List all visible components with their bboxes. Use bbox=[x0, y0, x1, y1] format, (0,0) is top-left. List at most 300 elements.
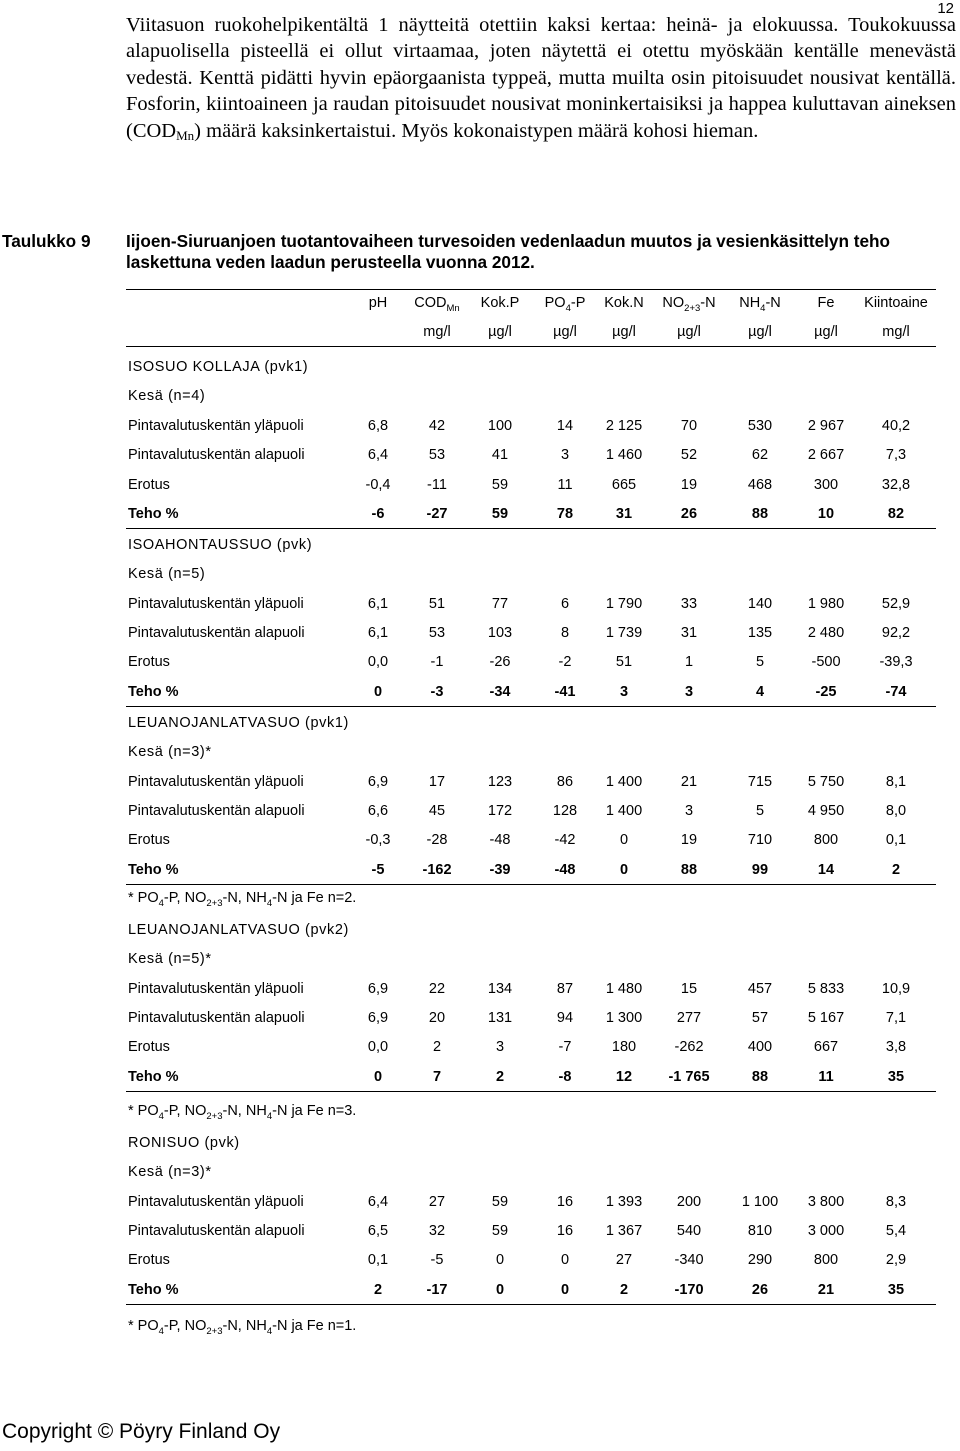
footnote-part: -N ja Fe bbox=[272, 1318, 328, 1334]
footnote-part: -N, NH bbox=[222, 890, 267, 906]
table-cell: 12 bbox=[615, 1069, 633, 1085]
table-cell: 40,2 bbox=[881, 418, 911, 434]
table-cell: -74 bbox=[885, 684, 907, 700]
table-header-row bbox=[0, 293, 960, 313]
table-top-rule bbox=[126, 289, 936, 290]
table-cell: 8 bbox=[560, 625, 570, 641]
row-label: Pintavalutuskentän yläpuoli bbox=[128, 1194, 304, 1210]
table-cell: 77 bbox=[491, 596, 509, 612]
table-cell: 2 bbox=[432, 1039, 442, 1055]
footnote-part: -N, NH bbox=[222, 1103, 267, 1119]
table-cell: 8,0 bbox=[885, 803, 907, 819]
section-title: LEUANOJANLATVASUO (pvk1) bbox=[128, 715, 349, 731]
table-cell: 45 bbox=[428, 803, 446, 819]
row-label: Teho % bbox=[128, 862, 179, 878]
section-title-row bbox=[0, 1133, 960, 1153]
column-unit: mg/l bbox=[882, 324, 910, 340]
footnote-part: -N, NH bbox=[222, 1318, 267, 1334]
table-row bbox=[0, 1221, 960, 1241]
table-cell: 0,0 bbox=[367, 1039, 389, 1055]
table-cell: -1 765 bbox=[668, 1069, 710, 1085]
table-cell: -11 bbox=[427, 477, 447, 493]
table-cell: -28 bbox=[426, 832, 448, 848]
table-cell: 86 bbox=[556, 774, 574, 790]
footnote-part: 2+3 bbox=[206, 897, 223, 909]
section-title-row bbox=[0, 357, 960, 377]
table-cell: 19 bbox=[680, 832, 698, 848]
table-cell: 1 400 bbox=[605, 774, 643, 790]
table-cell: 277 bbox=[676, 1010, 702, 1026]
intro-text-1: Viitasuon ruokohelpikentältä 1 näytteitä otettiin kaksi kertaa: heinä- ja elokuussa. Toukokuussa alapuolisella pisteellä ei ollut virtaamaa, joten näytettä ei otettu myöskään kentälle menevästä vedestä. Kenttä pidätti hyvin epäorgaanista typpeä, mutta muilta osin pitoisuudet nousivat kentällä. Fosforin, kiintoaineen ja raudan pitoisuudet nousivat moninkertaisiksi ja happea kuluttavan aineksen (COD bbox=[126, 14, 956, 142]
table-cell: 140 bbox=[747, 596, 773, 612]
table-cell: 2 480 bbox=[807, 625, 845, 641]
row-label: Pintavalutuskentän yläpuoli bbox=[128, 596, 304, 612]
table-cell: -0,3 bbox=[365, 832, 391, 848]
table-cell: 0,1 bbox=[367, 1252, 389, 1268]
table-cell: 59 bbox=[491, 1194, 509, 1210]
table-cell: 3 bbox=[560, 447, 570, 463]
section-season: Kesä (n=5)* bbox=[128, 951, 212, 967]
table-cell: 800 bbox=[813, 832, 839, 848]
footnote-part: 4 bbox=[266, 1110, 273, 1122]
section-title: ISOAHONTAUSSUO (pvk) bbox=[128, 537, 313, 553]
table-cell: 3 000 bbox=[807, 1223, 845, 1239]
table-cell: 457 bbox=[747, 981, 773, 997]
table-cell: -48 bbox=[554, 862, 576, 878]
table-cell: 2 bbox=[891, 862, 901, 878]
row-label: Teho % bbox=[128, 1282, 179, 1298]
table-cell: 1 980 bbox=[807, 596, 845, 612]
table-cell: 3 bbox=[495, 1039, 505, 1055]
footnote-part: * PO bbox=[128, 1318, 159, 1334]
footnote-count: n=3. bbox=[327, 1103, 357, 1119]
column-header bbox=[402, 293, 472, 319]
table-caption-label: Taulukko 9 bbox=[2, 231, 91, 251]
table-cell: 131 bbox=[487, 1010, 513, 1026]
table-cell: 0 bbox=[560, 1252, 570, 1268]
footnote-count: n=1. bbox=[327, 1318, 357, 1334]
table-cell: -34 bbox=[489, 684, 511, 700]
table-cell: -39 bbox=[489, 862, 511, 878]
intro-paragraph bbox=[126, 12, 956, 149]
table-cell: 7 bbox=[432, 1069, 442, 1085]
table-cell: 800 bbox=[813, 1252, 839, 1268]
table-cell: 1 739 bbox=[605, 625, 643, 641]
table-cell: 530 bbox=[747, 418, 773, 434]
table-cell: 6,1 bbox=[367, 625, 389, 641]
column-header-main: COD bbox=[414, 295, 447, 311]
table-cell: 128 bbox=[552, 803, 578, 819]
footnote-part: -P, NO bbox=[163, 1318, 207, 1334]
table-cell: 82 bbox=[887, 506, 905, 522]
table-cell: 10 bbox=[817, 506, 835, 522]
column-header-sub: 4 bbox=[760, 302, 766, 314]
table-cell: 6,8 bbox=[367, 418, 389, 434]
footnote-part: 4 bbox=[158, 1325, 164, 1337]
intro-text-2: ) määrä kaksinkertaistui. Myös kokonaistypen määrä kohosi hieman. bbox=[194, 119, 759, 142]
table-cell: 52 bbox=[680, 447, 698, 463]
table-cell: 6,1 bbox=[367, 596, 389, 612]
table-unit-row bbox=[0, 322, 960, 342]
row-label: Pintavalutuskentän alapuoli bbox=[128, 447, 305, 463]
table-header-rule bbox=[126, 346, 936, 347]
table-cell: 78 bbox=[556, 506, 574, 522]
table-row bbox=[0, 1008, 960, 1028]
table-cell: 62 bbox=[751, 447, 769, 463]
section-season-row bbox=[0, 949, 960, 969]
table-cell: 665 bbox=[611, 477, 637, 493]
column-header-main: Kiintoaine bbox=[864, 295, 928, 311]
column-header-main: Kok.N bbox=[604, 295, 644, 311]
table-cell: 4 950 bbox=[807, 803, 845, 819]
table-cell: 31 bbox=[615, 506, 633, 522]
table-cell: 3 bbox=[684, 684, 694, 700]
table-cell: 99 bbox=[751, 862, 769, 878]
row-label: Erotus bbox=[128, 1039, 170, 1055]
table-cell: 41 bbox=[491, 447, 509, 463]
table-row bbox=[0, 1280, 960, 1300]
table-cell: 51 bbox=[428, 596, 446, 612]
column-header bbox=[465, 293, 535, 313]
table-cell: 87 bbox=[556, 981, 574, 997]
table-cell: 172 bbox=[487, 803, 513, 819]
row-label: Pintavalutuskentän alapuoli bbox=[128, 1223, 305, 1239]
column-header-main: NH bbox=[739, 295, 761, 311]
footnote-part: * PO bbox=[128, 1103, 159, 1119]
table-cell: 134 bbox=[487, 981, 513, 997]
footnote-part: -N ja Fe bbox=[272, 1103, 328, 1119]
section-season: Kesä (n=5) bbox=[128, 566, 206, 582]
table-cell: -262 bbox=[674, 1039, 704, 1055]
column-unit: µg/l bbox=[488, 324, 512, 340]
section-title: RONISUO (pvk) bbox=[128, 1135, 240, 1151]
row-label: Teho % bbox=[128, 684, 179, 700]
table-cell: 3 800 bbox=[807, 1194, 845, 1210]
table-cell: 0 bbox=[560, 1282, 570, 1298]
column-unit: µg/l bbox=[677, 324, 701, 340]
row-label: Pintavalutuskentän yläpuoli bbox=[128, 774, 304, 790]
row-label: Teho % bbox=[128, 1069, 179, 1085]
column-unit: µg/l bbox=[553, 324, 577, 340]
table-cell: 2 bbox=[373, 1282, 383, 1298]
table-cell: 8,3 bbox=[885, 1194, 907, 1210]
table-row bbox=[0, 594, 960, 614]
row-label: Pintavalutuskentän alapuoli bbox=[128, 1010, 305, 1026]
table-cell: 57 bbox=[751, 1010, 769, 1026]
footnote-part: -P, NO bbox=[163, 890, 207, 906]
table-cell: 32,8 bbox=[881, 477, 911, 493]
table-cell: 468 bbox=[747, 477, 773, 493]
table-cell: -27 bbox=[426, 506, 448, 522]
column-header-main: Kok.P bbox=[480, 295, 520, 311]
table-cell: 2 125 bbox=[605, 418, 643, 434]
table-row bbox=[0, 801, 960, 821]
table-cell: -2 bbox=[558, 654, 572, 670]
table-row bbox=[0, 1037, 960, 1057]
table-cell: 103 bbox=[487, 625, 513, 641]
table-cell: 135 bbox=[747, 625, 773, 641]
table-cell: 59 bbox=[491, 506, 509, 522]
footnote-part: -N ja Fe bbox=[272, 890, 328, 906]
column-header-main: PO bbox=[544, 295, 566, 311]
table-cell: 53 bbox=[428, 447, 446, 463]
table-cell: -25 bbox=[815, 684, 837, 700]
table-cell: -0,4 bbox=[365, 477, 391, 493]
table-cell: 21 bbox=[680, 774, 698, 790]
table-cell: 16 bbox=[556, 1194, 574, 1210]
table-cell: 200 bbox=[676, 1194, 702, 1210]
table-cell: 10,9 bbox=[881, 981, 911, 997]
table-cell: -500 bbox=[811, 654, 841, 670]
column-header-sub: Mn bbox=[446, 302, 460, 314]
table-cell: 70 bbox=[680, 418, 698, 434]
row-label: Erotus bbox=[128, 1252, 170, 1268]
table-cell: 17 bbox=[428, 774, 446, 790]
table-cell: 2 967 bbox=[807, 418, 845, 434]
table-row bbox=[0, 1192, 960, 1212]
section-bottom-rule bbox=[126, 1304, 936, 1305]
table-row bbox=[0, 979, 960, 999]
table-cell: 0 bbox=[619, 862, 629, 878]
section-title-row bbox=[0, 713, 960, 733]
row-label: Erotus bbox=[128, 654, 170, 670]
table-cell: 5 833 bbox=[807, 981, 845, 997]
row-label: Erotus bbox=[128, 477, 170, 493]
footnote-part: 4 bbox=[266, 1325, 273, 1337]
column-unit: mg/l bbox=[423, 324, 451, 340]
table-cell: 1 400 bbox=[605, 803, 643, 819]
table-cell: 715 bbox=[747, 774, 773, 790]
table-row bbox=[0, 1250, 960, 1270]
section-title-row bbox=[0, 535, 960, 555]
column-unit: µg/l bbox=[748, 324, 772, 340]
page-number: 12 bbox=[937, 0, 954, 17]
table-cell: 35 bbox=[887, 1069, 905, 1085]
table-cell: 6,6 bbox=[367, 803, 389, 819]
section-season-row bbox=[0, 564, 960, 584]
table-row bbox=[0, 860, 960, 880]
table-cell: 8,1 bbox=[885, 774, 907, 790]
table-cell: 32 bbox=[428, 1223, 446, 1239]
table-cell: 300 bbox=[813, 477, 839, 493]
row-label: Pintavalutuskentän alapuoli bbox=[128, 803, 305, 819]
table-cell: 0 bbox=[373, 1069, 383, 1085]
table-cell: 88 bbox=[680, 862, 698, 878]
table-cell: 19 bbox=[680, 477, 698, 493]
table-row bbox=[0, 652, 960, 672]
section-bottom-rule bbox=[126, 1091, 936, 1092]
table-cell: 21 bbox=[817, 1282, 835, 1298]
table-cell: 3 bbox=[684, 803, 694, 819]
section-season: Kesä (n=4) bbox=[128, 388, 206, 404]
table-row bbox=[0, 1067, 960, 1087]
table-cell: 26 bbox=[751, 1282, 769, 1298]
table-cell: 88 bbox=[751, 1069, 769, 1085]
table-cell: 27 bbox=[428, 1194, 446, 1210]
table-cell: 51 bbox=[615, 654, 633, 670]
column-header bbox=[861, 293, 931, 313]
table-cell: 1 460 bbox=[605, 447, 643, 463]
table-cell: 667 bbox=[813, 1039, 839, 1055]
table-row bbox=[0, 504, 960, 524]
table-cell: 6 bbox=[560, 596, 570, 612]
column-header-sub: 4 bbox=[565, 302, 571, 314]
table-row bbox=[0, 416, 960, 436]
table-cell: 540 bbox=[676, 1223, 702, 1239]
footnote-count: n=2. bbox=[327, 890, 357, 906]
table-cell: 11 bbox=[557, 477, 573, 493]
table-cell: 1 300 bbox=[605, 1010, 643, 1026]
table-cell: 0 bbox=[495, 1252, 505, 1268]
table-cell: 1 367 bbox=[605, 1223, 643, 1239]
column-unit: µg/l bbox=[814, 324, 838, 340]
section-title: ISOSUO KOLLAJA (pvk1) bbox=[128, 359, 309, 375]
table-cell: -5 bbox=[430, 1252, 444, 1268]
column-header-main: Fe bbox=[817, 295, 835, 311]
row-label: Pintavalutuskentän alapuoli bbox=[128, 625, 305, 641]
table-cell: 14 bbox=[556, 418, 574, 434]
table-cell: 2,9 bbox=[885, 1252, 907, 1268]
column-header-tail: -P bbox=[570, 295, 586, 311]
table-cell: 26 bbox=[680, 506, 698, 522]
table-cell: 6,9 bbox=[367, 981, 389, 997]
table-cell: -340 bbox=[674, 1252, 704, 1268]
column-header-tail: -N bbox=[765, 295, 781, 311]
table-cell: 88 bbox=[751, 506, 769, 522]
column-header bbox=[725, 293, 795, 319]
table-cell: 7,1 bbox=[885, 1010, 907, 1026]
table-cell: 0 bbox=[373, 684, 383, 700]
table-cell: 2 bbox=[495, 1069, 505, 1085]
table-cell: -41 bbox=[554, 684, 576, 700]
table-cell: 0,0 bbox=[367, 654, 389, 670]
section-season: Kesä (n=3)* bbox=[128, 744, 212, 760]
table-cell: -7 bbox=[558, 1039, 572, 1055]
table-cell: 94 bbox=[556, 1010, 574, 1026]
table-caption-text: Iijoen-Siuruanjoen tuotantovaiheen turvesoiden vedenlaadun muutos ja vesienkäsittelyn teho laskettuna veden laadun perusteella vuonna 2012. bbox=[126, 231, 891, 272]
section-bottom-rule bbox=[126, 528, 936, 529]
table-cell: 3,8 bbox=[885, 1039, 907, 1055]
section-season-row bbox=[0, 1162, 960, 1182]
section-footnote bbox=[128, 1318, 356, 1337]
table-cell: 11 bbox=[818, 1069, 834, 1085]
footnote-part: 4 bbox=[158, 897, 164, 909]
table-row bbox=[0, 682, 960, 702]
table-cell: 1 393 bbox=[605, 1194, 643, 1210]
table-cell: 0 bbox=[495, 1282, 505, 1298]
footnote-part: 4 bbox=[158, 1110, 164, 1122]
table-cell: -5 bbox=[371, 862, 385, 878]
section-footnote bbox=[128, 1103, 356, 1122]
table-cell: -26 bbox=[489, 654, 511, 670]
table-cell: -1 bbox=[430, 654, 444, 670]
table-cell: 123 bbox=[487, 774, 513, 790]
table-cell: 1 790 bbox=[605, 596, 643, 612]
table-cell: 6,9 bbox=[367, 1010, 389, 1026]
section-season-row bbox=[0, 742, 960, 762]
row-label: Pintavalutuskentän yläpuoli bbox=[128, 418, 304, 434]
table-row bbox=[0, 623, 960, 643]
table-cell: 53 bbox=[428, 625, 446, 641]
table-row bbox=[0, 445, 960, 465]
table-cell: -8 bbox=[558, 1069, 572, 1085]
table-cell: 14 bbox=[817, 862, 835, 878]
table-cell: 3 bbox=[619, 684, 629, 700]
intro-subscript: Mn bbox=[176, 127, 195, 143]
section-bottom-rule bbox=[126, 706, 936, 707]
table-cell: 180 bbox=[611, 1039, 637, 1055]
table-cell: -48 bbox=[489, 832, 511, 848]
table-cell: 7,3 bbox=[885, 447, 907, 463]
section-season: Kesä (n=3)* bbox=[128, 1164, 212, 1180]
footnote-part: 2+3 bbox=[206, 1325, 223, 1337]
copyright-footer: Copyright © Pöyry Finland Oy bbox=[2, 1420, 281, 1443]
table-cell: 27 bbox=[615, 1252, 633, 1268]
table-cell: 810 bbox=[747, 1223, 773, 1239]
row-label: Teho % bbox=[128, 506, 179, 522]
table-row bbox=[0, 830, 960, 850]
table-cell: 20 bbox=[428, 1010, 446, 1026]
footnote-part: 4 bbox=[266, 897, 273, 909]
table-cell: 6,4 bbox=[367, 447, 389, 463]
table-row bbox=[0, 475, 960, 495]
table-cell: 33 bbox=[680, 596, 698, 612]
table-cell: 31 bbox=[680, 625, 698, 641]
table-cell: 35 bbox=[887, 1282, 905, 1298]
table-cell: 52,9 bbox=[881, 596, 911, 612]
table-cell: 290 bbox=[747, 1252, 773, 1268]
table-cell: 5 167 bbox=[807, 1010, 845, 1026]
column-header-sub: 2+3 bbox=[684, 302, 701, 314]
table-cell: -162 bbox=[422, 862, 452, 878]
table-cell: 400 bbox=[747, 1039, 773, 1055]
table-cell: 5,4 bbox=[885, 1223, 907, 1239]
table-cell: 1 100 bbox=[741, 1194, 779, 1210]
table-row bbox=[0, 772, 960, 792]
table-cell: 0 bbox=[619, 832, 629, 848]
table-cell: 15 bbox=[680, 981, 698, 997]
column-header bbox=[791, 293, 861, 313]
table-cell: 42 bbox=[428, 418, 446, 434]
row-label: Pintavalutuskentän yläpuoli bbox=[128, 981, 304, 997]
table-cell: -17 bbox=[426, 1282, 448, 1298]
row-label: Erotus bbox=[128, 832, 170, 848]
table-cell: -42 bbox=[554, 832, 576, 848]
section-bottom-rule bbox=[126, 884, 936, 885]
table-cell: 2 bbox=[619, 1282, 629, 1298]
section-season-row bbox=[0, 386, 960, 406]
table-cell: 6,5 bbox=[367, 1223, 389, 1239]
table-cell: -39,3 bbox=[879, 654, 913, 670]
table-cell: 0,1 bbox=[885, 832, 907, 848]
column-header-main: pH bbox=[368, 295, 388, 311]
column-unit: µg/l bbox=[612, 324, 636, 340]
footnote-part: -P, NO bbox=[163, 1103, 207, 1119]
section-footnote bbox=[128, 890, 356, 909]
table-cell: 5 bbox=[755, 654, 765, 670]
column-header-main: NO bbox=[662, 295, 685, 311]
table-cell: 1 bbox=[684, 654, 694, 670]
footnote-part: 2+3 bbox=[206, 1110, 223, 1122]
table-cell: -6 bbox=[371, 506, 385, 522]
table-cell: 100 bbox=[487, 418, 513, 434]
table-cell: 4 bbox=[755, 684, 765, 700]
table-cell: 59 bbox=[491, 1223, 509, 1239]
table-cell: 16 bbox=[556, 1223, 574, 1239]
table-cell: 6,4 bbox=[367, 1194, 389, 1210]
table-cell: 59 bbox=[491, 477, 509, 493]
table-cell: 22 bbox=[428, 981, 446, 997]
